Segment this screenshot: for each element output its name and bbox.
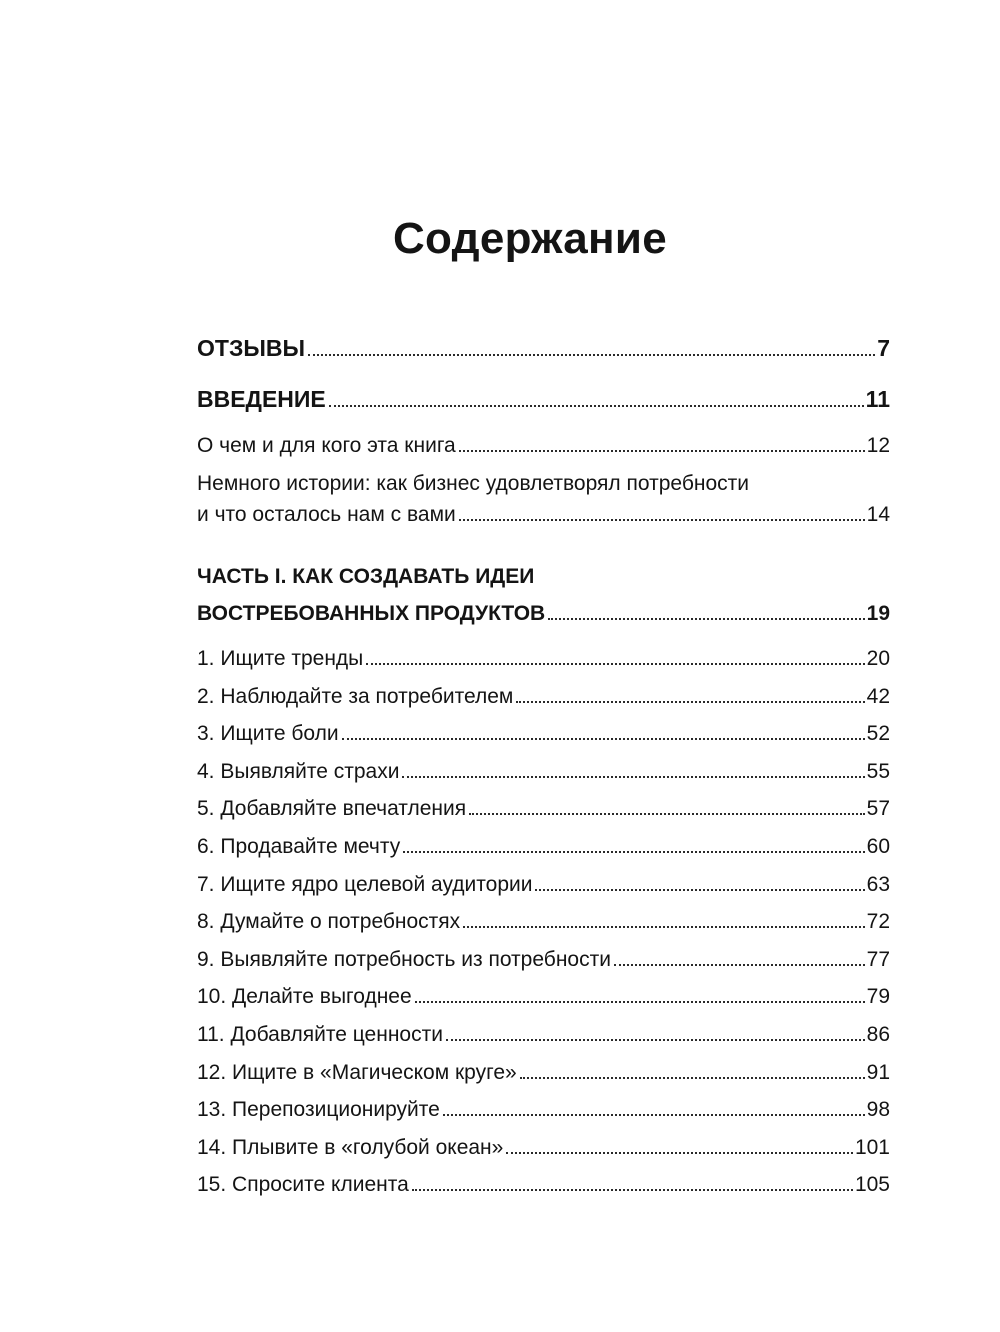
toc-entry-part1-line1: ЧАСТЬ I. КАК СОЗДАВАТЬ ИДЕИ (197, 565, 535, 588)
toc-chapter-entry (197, 1130, 890, 1160)
toc-chapter-entry (197, 829, 890, 859)
toc-entry-label: ОТЗЫВЫ (197, 335, 305, 361)
toc-entry-page: 57 (866, 797, 890, 821)
toc-entry-label: 12. Ищите в «Магическом круге» (197, 1060, 517, 1084)
dot-leader (506, 1151, 853, 1154)
toc-entry-label: 3. Ищите боли (197, 722, 339, 746)
toc-entry-label: 7. Ищите ядро целевой аудитории (197, 872, 533, 896)
dot-leader (366, 662, 864, 665)
toc-entry-label: 1. Ищите тренды (197, 647, 364, 670)
dot-leader (446, 1038, 865, 1041)
toc-entry-label: и что осталось нам с вами (197, 503, 456, 526)
toc-chapter-entry (197, 904, 890, 934)
dot-leader (548, 617, 864, 620)
toc-entry-page: 52 (866, 722, 890, 746)
toc-entry-page: 101 (854, 1135, 890, 1159)
toc-entry-label: 9. Выявляйте потребность из потребности (197, 947, 611, 971)
toc-chapter-entry (197, 716, 890, 746)
dot-leader (535, 888, 864, 891)
toc-entry-label: 10. Делайте выгоднее (197, 985, 412, 1009)
dot-leader (463, 925, 864, 928)
toc-entry-label: 4. Выявляйте страхи (197, 759, 400, 783)
dot-leader (402, 775, 864, 778)
toc-chapter-entry (197, 867, 890, 897)
toc-entry-label: 14. Плывите в «голубой океан» (197, 1135, 504, 1159)
dot-leader (412, 1188, 853, 1191)
toc-entry-reviews (197, 332, 890, 362)
dot-leader (329, 404, 864, 407)
toc-entry-page: 60 (866, 835, 890, 858)
toc-chapter-entry (197, 1167, 890, 1197)
toc-chapter-entry (197, 791, 890, 821)
page-title: Содержание (392, 214, 668, 263)
toc-entry-intro (197, 383, 890, 413)
dot-leader (403, 850, 864, 853)
toc-entry-page: 55 (866, 759, 890, 783)
toc-entry-history (197, 497, 890, 527)
toc-entry-page: 91 (866, 1060, 890, 1084)
toc-entry-page: 98 (866, 1098, 890, 1122)
toc-chapter-entry (197, 679, 890, 709)
toc-entry-label: 2. Наблюдайте за потребителем (197, 684, 514, 708)
dot-leader (516, 700, 864, 703)
toc-chapter-entry (197, 1092, 890, 1122)
toc-entry-label: О чем и для кого эта книга (197, 434, 456, 457)
dot-leader (459, 449, 865, 452)
toc-chapter-entry (197, 979, 890, 1009)
toc-chapter-entry (197, 1017, 890, 1047)
toc-entry-page: 12 (866, 434, 890, 457)
toc-entry-label: ВОСТРЕБОВАННЫХ ПРОДУКТОВ (197, 602, 546, 625)
toc-entry-label: 15. Спросите клиента (197, 1173, 409, 1197)
dot-leader (520, 1076, 865, 1079)
toc-entry-label: 8. Думайте о потребностях (197, 910, 461, 934)
toc-chapter-entry (197, 1055, 890, 1085)
toc-entry-page: 11 (865, 386, 890, 412)
dot-leader (614, 963, 865, 966)
toc-entry-part1 (197, 596, 890, 626)
toc-chapter-entry (197, 754, 890, 784)
dot-leader (443, 1113, 865, 1116)
toc-entry-page: 105 (854, 1173, 890, 1197)
dot-leader (342, 737, 865, 740)
toc-entry-label: 5. Добавляйте впечатления (197, 797, 467, 821)
toc-entry-page: 72 (866, 910, 890, 934)
toc-entry-page: 63 (866, 872, 890, 896)
toc-entry-page: 19 (866, 602, 890, 625)
toc-entry-label: 13. Перепозиционируйте (197, 1098, 440, 1122)
toc-entry-label: ВВЕДЕНИЕ (197, 386, 326, 412)
toc-entry-page: 77 (866, 947, 890, 971)
toc-entry-page: 20 (866, 647, 890, 670)
toc-chapter-entry (197, 641, 890, 671)
toc-entry-page: 7 (877, 335, 890, 361)
toc-chapter-entry (197, 942, 890, 972)
toc-entry-label: 11. Добавляйте ценности (197, 1023, 443, 1046)
toc-entry-page: 79 (866, 985, 890, 1009)
dot-leader (459, 518, 865, 521)
dot-leader (469, 812, 865, 815)
toc-entry-page: 42 (866, 684, 890, 708)
dot-leader (308, 353, 875, 356)
toc-entry-page: 86 (866, 1023, 890, 1046)
toc-entry-label: 6. Продавайте мечту (197, 835, 401, 858)
toc-entry-about (197, 428, 890, 458)
toc-entry-history-line1: Немного истории: как бизнес удовлетворял потребности (197, 472, 749, 495)
toc-entry-page: 14 (866, 503, 890, 526)
dot-leader (415, 1000, 865, 1003)
